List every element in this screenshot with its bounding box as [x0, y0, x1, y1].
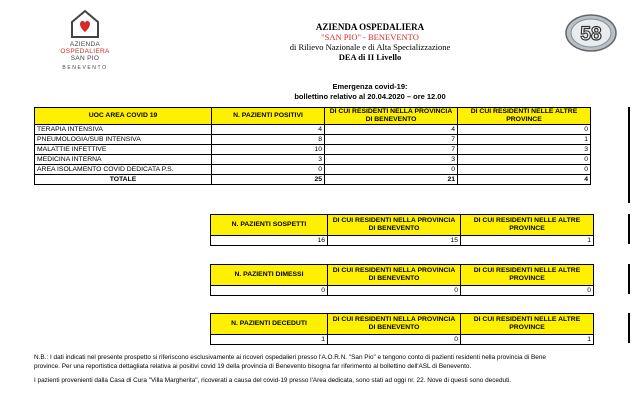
table-row: [211, 286, 594, 296]
cropped-border: [628, 107, 630, 203]
header-subtitle: "SAN PIO" - BENEVENTO: [321, 32, 419, 42]
logo-line1: AZIENDA: [69, 41, 101, 48]
bulletin-line1: Emergenza covid-19:: [332, 82, 408, 91]
cell-resid-bn: 3: [325, 155, 458, 165]
table-row: [35, 125, 591, 135]
table-row: [211, 335, 594, 345]
col-resid-bn: DI CUI RESIDENTI NELLA PROVINCIA DI BENEVENTO: [325, 108, 458, 125]
hospital-logo: [40, 8, 130, 71]
header-title: AZIENDA OSPEDALIERA: [315, 22, 425, 32]
cell-resid-altre: 0: [458, 125, 591, 135]
col-uoc: UOC AREA COVID 19: [35, 108, 212, 125]
col-resid-bn: DI CUI RESIDENTI NELLA PROVINCIA DI BENEVENTO: [328, 215, 461, 236]
cropped-border: [628, 313, 630, 343]
cell-resid-bn: 0: [325, 165, 458, 175]
deceased-table: [210, 313, 594, 345]
cell-resid-altre: 3: [458, 145, 591, 155]
table-row: [211, 236, 594, 246]
cell-area: MALATTIE INFETTIVE: [35, 145, 212, 155]
hospital-header: [240, 22, 500, 62]
suspected-table: [210, 214, 594, 246]
table-row: [35, 155, 591, 165]
cell-resid-bn: 0: [328, 335, 461, 345]
bulletin-heading: [250, 82, 490, 102]
table-row: [35, 165, 591, 175]
cell-positivi: 4: [212, 125, 325, 135]
table-row: [35, 135, 591, 145]
logo-line4: BENEVENTO: [62, 65, 108, 71]
total-resid-altre: 4: [458, 175, 591, 185]
cell-resid-bn: 4: [325, 125, 458, 135]
cell-area: PNEUMOLOGIA/SUB INTENSIVA: [35, 135, 212, 145]
cell-resid-bn: 7: [325, 135, 458, 145]
cropped-border: [628, 214, 630, 244]
house-heart-icon: [68, 8, 102, 40]
col-resid-bn: DI CUI RESIDENTI NELLA PROVINCIA DI BENEVENTO: [328, 265, 461, 286]
logo-line3: SAN PIO: [70, 55, 100, 62]
cropped-border: [628, 264, 630, 294]
cell-dimessi: 0: [211, 286, 328, 296]
total-row: [35, 175, 591, 185]
logo-line2: OSPEDALIERA: [60, 48, 110, 55]
cell-area: TERAPIA INTENSIVA: [35, 125, 212, 135]
cell-positivi: 8: [212, 135, 325, 145]
header-line3: di Rilievo Nazionale e di Alta Specializzazione: [289, 42, 451, 52]
channel-58-logo: [564, 12, 618, 54]
cell-resid-altre: 0: [458, 155, 591, 165]
nb-line1: N.B.: I dati indicati nel presente prospetto si riferiscono esclusivamente ai ricoveri ospedalieri presso l'A.O.R.N. "San Pio" e tengono conto di pazienti residenti nella provincia di Bene: [34, 354, 546, 361]
col-sospetti: N. PAZIENTI SOSPETTI: [211, 215, 328, 236]
cell-resid-altre: 1: [461, 335, 594, 345]
col-dimessi: N. PAZIENTI DIMESSI: [211, 265, 328, 286]
tv-channel-icon: [564, 12, 618, 54]
total-resid-bn: 21: [325, 175, 458, 185]
total-label: TOTALE: [35, 175, 212, 185]
bulletin-line2: bollettino relativo al 20.04.2020 – ore 12.00: [294, 92, 446, 101]
channel-number: 58: [580, 24, 602, 45]
villa-margherita-note: I pazienti provenienti dalla Casa di Cura "Villa Margherita", ricoverati a causa del covid-19 presso l'Area dedicata, sono stati ad oggi nr. 22. Nove di questi sono deceduti.: [34, 377, 512, 384]
cell-sospetti: 16: [211, 236, 328, 246]
total-positivi: 25: [212, 175, 325, 185]
col-resid-bn: DI CUI RESIDENTI NELLA PROVINCIA DI BENEVENTO: [328, 314, 461, 335]
cell-positivi: 10: [212, 145, 325, 155]
cell-positivi: 0: [212, 165, 325, 175]
cell-resid-altre: 0: [461, 286, 594, 296]
col-resid-altre: DI CUI RESIDENTI NELLE ALTRE PROVINCE: [461, 215, 594, 236]
col-resid-altre: DI CUI RESIDENTI NELLE ALTRE PROVINCE: [461, 314, 594, 335]
cell-resid-bn: 15: [328, 236, 461, 246]
cell-positivi: 3: [212, 155, 325, 165]
cell-deceduti: 1: [211, 335, 328, 345]
cell-area: MEDICINA INTERNA: [35, 155, 212, 165]
covid-area-table: [34, 107, 591, 185]
header-line4: DEA di II Livello: [338, 52, 402, 62]
col-resid-altre: DI CUI RESIDENTI NELLE ALTRE PROVINCE: [458, 108, 591, 125]
cell-resid-bn: 7: [325, 145, 458, 155]
footnotes: [34, 353, 632, 390]
col-deceduti: N. PAZIENTI DECEDUTI: [211, 314, 328, 335]
discharged-table: [210, 264, 594, 296]
cell-resid-altre: 1: [461, 236, 594, 246]
col-resid-altre: DI CUI RESIDENTI NELLE ALTRE PROVINCE: [461, 265, 594, 286]
cell-resid-altre: 0: [458, 165, 591, 175]
cell-area: AREA ISOLAMENTO COVID DEDICATA P.S.: [35, 165, 212, 175]
nb-line2: province. Per una reportistica dettagliata relativa ai positivi covid 19 della provincia di Benevento bisogna far riferimento al bollettino dell'ASL di Benevento.: [34, 363, 472, 370]
cell-resid-bn: 0: [328, 286, 461, 296]
col-positivi: N. PAZIENTI POSITIVI: [212, 108, 325, 125]
cell-resid-altre: 1: [458, 135, 591, 145]
table-row: [35, 145, 591, 155]
